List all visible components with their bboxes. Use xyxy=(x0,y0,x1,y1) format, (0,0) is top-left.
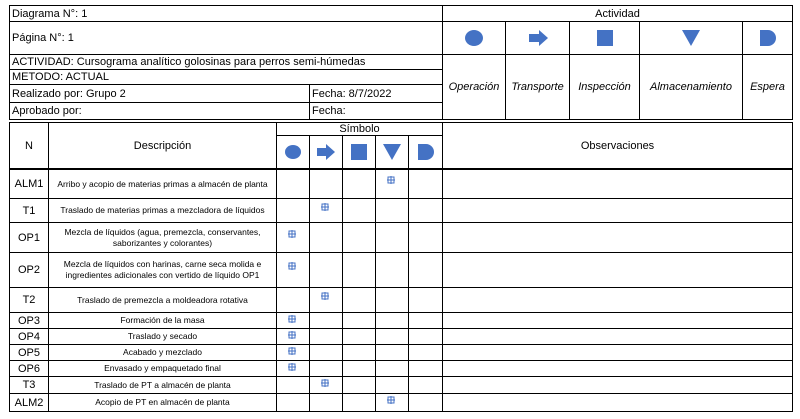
row-description-cell xyxy=(48,360,277,377)
approved-by-text: Aprobado por: xyxy=(12,105,82,117)
activity-panel-title-text: Actividad xyxy=(595,7,640,20)
operation-label: Operación xyxy=(448,81,500,93)
activity-description xyxy=(9,54,443,70)
activity-symbol-storage xyxy=(639,21,743,55)
page-number xyxy=(9,21,443,55)
row-symbol-cell xyxy=(342,198,376,223)
row-description: Traslado de premezcla a moldeadora rotativa xyxy=(77,294,248,305)
row-symbol-cell xyxy=(276,169,310,199)
row-observations-cell xyxy=(442,252,793,288)
activity-label-storage xyxy=(639,54,743,120)
date-text: Fecha: 8/7/2022 xyxy=(312,87,392,100)
row-symbol-cell xyxy=(309,198,343,223)
col-header-description xyxy=(48,122,277,169)
activity-label-transport xyxy=(505,54,570,120)
row-symbol-cell xyxy=(375,376,409,394)
row-description: Formación de la masa xyxy=(120,315,205,325)
row-symbol-cell xyxy=(408,344,443,361)
selection-mark-icon xyxy=(288,230,296,238)
activity-symbol-transport xyxy=(505,21,570,55)
selection-mark-icon xyxy=(288,331,296,339)
row-symbol-cell xyxy=(309,312,343,329)
transport-label: Transporte xyxy=(511,81,564,93)
activity-panel-title xyxy=(442,5,793,22)
storage-label: Almacenamiento xyxy=(650,81,732,93)
row-number: OP4 xyxy=(17,330,40,343)
row-description-cell xyxy=(48,312,277,329)
row-description: Mezcla de líquidos con harinas, carne seca molida e ingredientes adicionales con vertido de líquido OP1 xyxy=(63,259,262,280)
method xyxy=(9,69,443,85)
row-description: Envasado y empaquetado final xyxy=(104,363,221,373)
col-header-symbol xyxy=(276,122,443,136)
row-number: T3 xyxy=(22,379,36,391)
activity-symbol-operation xyxy=(442,21,506,55)
symbol-col-storage xyxy=(375,135,409,169)
page-number-text: Página N°: 1 xyxy=(12,32,74,44)
row-symbol-cell xyxy=(375,222,409,253)
row-number-cell xyxy=(9,328,49,345)
symbol-col-inspection xyxy=(342,135,376,169)
date-2 xyxy=(309,102,443,120)
selection-mark-icon xyxy=(321,379,329,387)
row-symbol-cell xyxy=(276,328,310,345)
row-symbol-cell xyxy=(276,393,310,412)
row-symbol-cell xyxy=(309,287,343,313)
row-description-cell xyxy=(48,222,277,253)
row-symbol-cell xyxy=(375,393,409,412)
approved-by xyxy=(9,102,310,120)
row-symbol-cell xyxy=(342,312,376,329)
row-number: ALM1 xyxy=(14,178,44,190)
row-description: Traslado de materias primas a mezcladora de líquidos xyxy=(60,205,265,215)
row-description-cell xyxy=(48,198,277,223)
circle-icon xyxy=(463,29,485,47)
activity-symbol-delay xyxy=(742,21,793,55)
row-symbol-cell xyxy=(309,344,343,361)
row-symbol-cell xyxy=(375,312,409,329)
row-number: T2 xyxy=(22,294,36,306)
arrow-right-icon xyxy=(527,29,549,47)
selection-mark-icon xyxy=(321,203,329,211)
symbol-col-operation xyxy=(276,135,310,169)
row-symbol-cell xyxy=(342,328,376,345)
row-symbol-cell xyxy=(408,222,443,253)
inspection-label: Inspección xyxy=(578,81,631,93)
row-description: Acabado y mezclado xyxy=(123,347,202,357)
row-symbol-cell xyxy=(375,287,409,313)
delay-d-icon xyxy=(416,143,436,161)
selection-mark-icon xyxy=(321,292,329,300)
row-symbol-cell xyxy=(309,328,343,345)
row-observations-cell xyxy=(442,222,793,253)
row-number-cell xyxy=(9,376,49,394)
row-number-cell xyxy=(9,198,49,223)
col-header-n xyxy=(9,122,49,169)
row-symbol-cell xyxy=(408,169,443,199)
row-description: Acopio de PT en almacén de planta xyxy=(95,397,230,407)
selection-mark-icon xyxy=(288,347,296,355)
row-description-cell xyxy=(48,328,277,345)
row-symbol-cell xyxy=(408,328,443,345)
row-symbol-cell xyxy=(309,169,343,199)
col-n-text: N xyxy=(25,139,33,152)
made-by-text: Realizado por: Grupo 2 xyxy=(12,87,126,100)
row-description-cell xyxy=(48,344,277,361)
activity-label-delay xyxy=(742,54,793,120)
symbol-col-delay xyxy=(408,135,443,169)
row-symbol-cell xyxy=(342,393,376,412)
row-symbol-cell xyxy=(309,222,343,253)
diagram-number-text: Diagrama N°: 1 xyxy=(12,7,88,20)
diagram-number xyxy=(9,5,443,22)
row-symbol-cell xyxy=(408,360,443,377)
row-symbol-cell xyxy=(342,344,376,361)
row-number-cell xyxy=(9,252,49,288)
row-symbol-cell xyxy=(276,198,310,223)
row-description-cell xyxy=(48,393,277,412)
selection-mark-icon xyxy=(288,262,296,270)
row-symbol-cell xyxy=(309,376,343,394)
row-symbol-cell xyxy=(408,393,443,412)
row-description-cell xyxy=(48,376,277,394)
row-number: ALM2 xyxy=(14,396,44,409)
row-description-cell xyxy=(48,169,277,199)
row-symbol-cell xyxy=(375,328,409,345)
col-symbol-text: Símbolo xyxy=(339,123,380,135)
row-symbol-cell xyxy=(375,344,409,361)
row-description-cell xyxy=(48,252,277,288)
row-observations-cell xyxy=(442,376,793,394)
row-description-cell xyxy=(48,287,277,313)
row-symbol-cell xyxy=(408,252,443,288)
row-observations-cell xyxy=(442,169,793,199)
row-number: T1 xyxy=(22,204,36,217)
selection-mark-icon xyxy=(387,176,395,184)
row-symbol-cell xyxy=(408,312,443,329)
row-observations-cell xyxy=(442,287,793,313)
circle-icon xyxy=(283,143,303,161)
activity-symbol-inspection xyxy=(569,21,640,55)
row-symbol-cell xyxy=(276,344,310,361)
row-symbol-cell xyxy=(408,376,443,394)
row-symbol-cell xyxy=(375,252,409,288)
row-symbol-cell xyxy=(276,287,310,313)
row-number-cell xyxy=(9,360,49,377)
row-symbol-cell xyxy=(276,312,310,329)
activity-text: ACTIVIDAD: Cursograma analítico golosinas para perros semi-húmedas xyxy=(12,56,366,68)
selection-mark-icon xyxy=(288,315,296,323)
row-number-cell xyxy=(9,169,49,199)
row-symbol-cell xyxy=(375,360,409,377)
selection-mark-icon xyxy=(288,363,296,371)
delay-d-icon xyxy=(757,29,779,47)
square-icon xyxy=(349,143,369,161)
date-2-text: Fecha: xyxy=(312,105,346,117)
col-desc-text: Descripción xyxy=(133,139,192,152)
method-text: METODO: ACTUAL xyxy=(12,71,109,83)
row-number-cell xyxy=(9,344,49,361)
square-icon xyxy=(594,29,616,47)
row-symbol-cell xyxy=(375,198,409,223)
row-symbol-cell xyxy=(408,198,443,223)
row-symbol-cell xyxy=(342,360,376,377)
activity-label-inspection xyxy=(569,54,640,120)
row-number: OP3 xyxy=(17,314,40,327)
row-symbol-cell xyxy=(276,376,310,394)
row-number-cell xyxy=(9,222,49,253)
row-number-cell xyxy=(9,287,49,313)
row-observations-cell xyxy=(442,360,793,377)
row-observations-cell xyxy=(442,344,793,361)
row-symbol-cell xyxy=(309,252,343,288)
row-symbol-cell xyxy=(408,287,443,313)
triangle-down-icon xyxy=(680,29,702,47)
row-symbol-cell xyxy=(309,393,343,412)
col-header-observations xyxy=(442,122,793,169)
row-observations-cell xyxy=(442,198,793,223)
activity-label-operation xyxy=(442,54,506,120)
row-description: Traslado y secado xyxy=(127,331,198,341)
row-description: Mezcla de líquidos (agua, premezcla, conservantes, saborizantes y colorantes) xyxy=(64,226,261,248)
row-observations-cell xyxy=(442,312,793,329)
date xyxy=(309,84,443,103)
row-symbol-cell xyxy=(342,287,376,313)
col-obs-text: Observaciones xyxy=(580,139,655,152)
row-number: OP6 xyxy=(17,362,40,375)
row-symbol-cell xyxy=(342,376,376,394)
row-symbol-cell xyxy=(375,169,409,199)
row-number-cell xyxy=(9,312,49,329)
row-symbol-cell xyxy=(342,169,376,199)
row-description: Arribo y acopio de materias primas a almacén de planta xyxy=(57,178,268,189)
row-number: OP1 xyxy=(17,231,40,244)
symbol-col-transport xyxy=(309,135,343,169)
row-symbol-cell xyxy=(309,360,343,377)
row-symbol-cell xyxy=(342,252,376,288)
row-observations-cell xyxy=(442,393,793,412)
row-number-cell xyxy=(9,393,49,412)
row-description: Traslado de PT a almacén de planta xyxy=(94,379,231,390)
row-symbol-cell xyxy=(276,222,310,253)
row-symbol-cell xyxy=(276,360,310,377)
made-by xyxy=(9,84,310,103)
row-symbol-cell xyxy=(276,252,310,288)
row-number: OP5 xyxy=(17,346,40,359)
triangle-down-icon xyxy=(382,143,402,161)
selection-mark-icon xyxy=(387,396,395,404)
row-symbol-cell xyxy=(342,222,376,253)
row-observations-cell xyxy=(442,328,793,345)
arrow-right-icon xyxy=(316,143,336,161)
delay-label: Espera xyxy=(750,81,785,93)
row-number: OP2 xyxy=(17,264,40,276)
